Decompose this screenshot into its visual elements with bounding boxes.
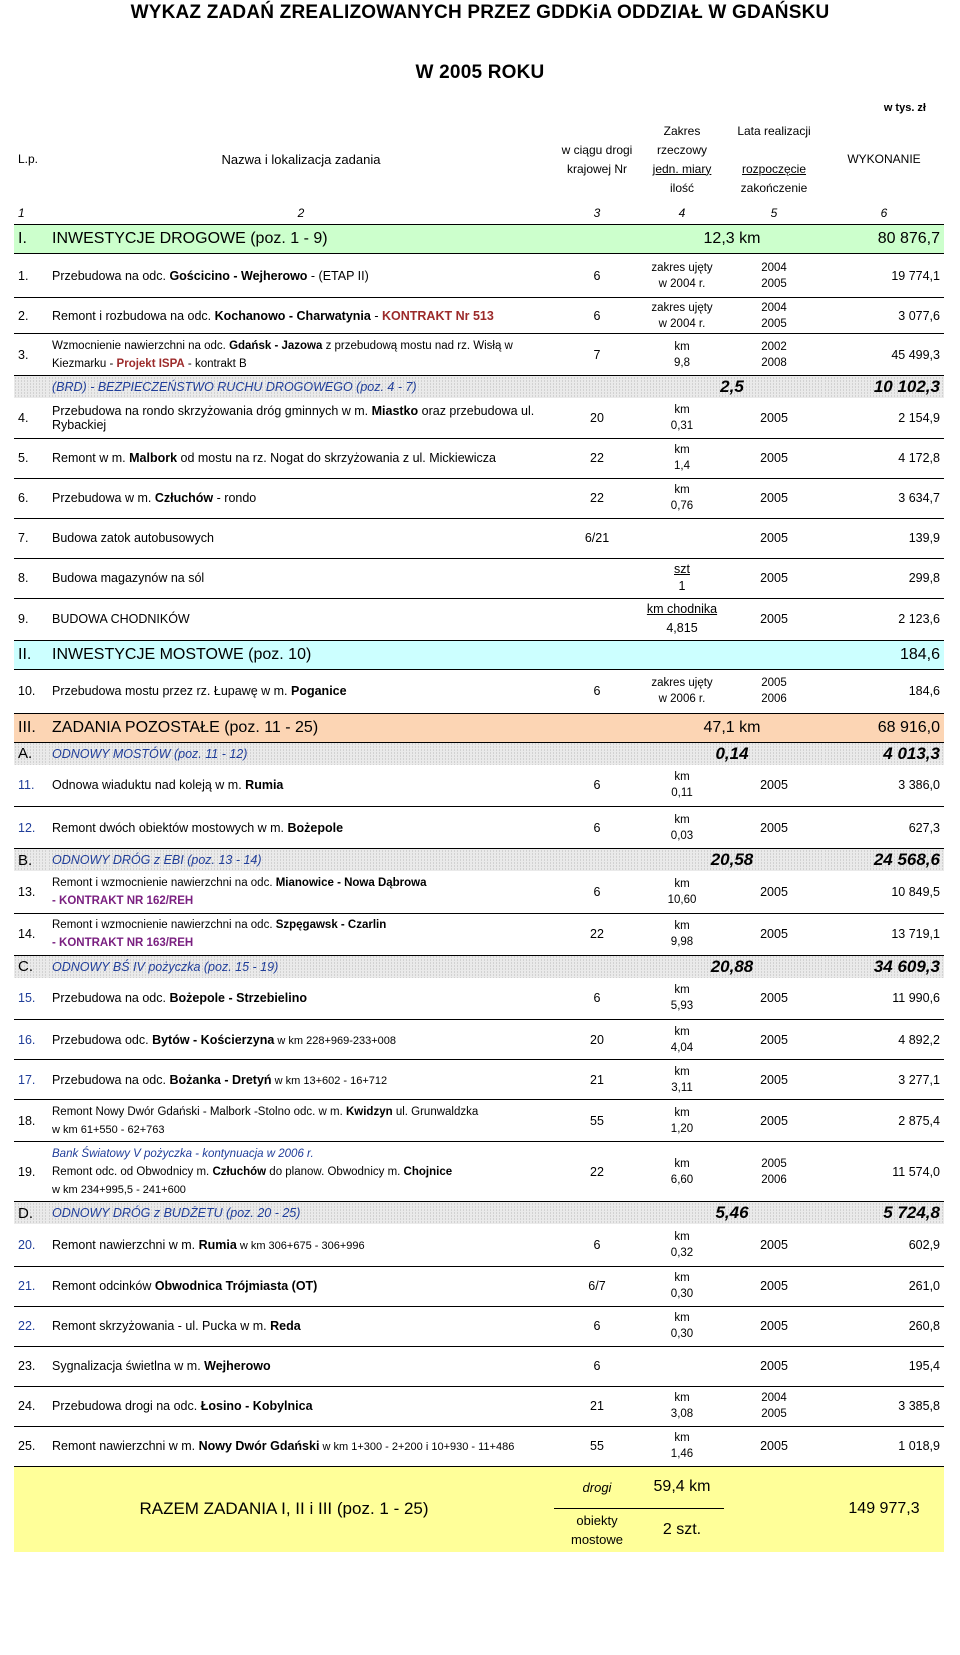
subsection-name: (BRD) - BEZPIECZEŃSTWO RUCHU DROGOWEGO (poz. 4 - 7): [48, 376, 640, 399]
table-row-5: [14, 438, 944, 478]
row-lp: 18.: [14, 1100, 48, 1142]
col-num-4: 4: [640, 202, 724, 225]
row-value: 139,9: [824, 518, 944, 558]
row-value: 19 774,1: [824, 254, 944, 298]
row-scope: zakres ujęty w 2006 r.: [640, 669, 724, 713]
row-years: 2004 2005: [724, 254, 824, 298]
row-name: Sygnalizacja świetlna w m. Wejherowo: [48, 1346, 554, 1386]
row-years: 2005: [724, 913, 824, 955]
row-value: 2 875,4: [824, 1100, 944, 1142]
table-row-19: [14, 1142, 944, 1202]
col-scope-header: [640, 117, 724, 202]
subsection-row-c: [14, 955, 944, 978]
section-scope: 47,1 km: [640, 713, 824, 742]
row-name: Przebudowa w m. Człuchów - rondo: [48, 478, 554, 518]
subsection-value: 4 013,3: [824, 742, 944, 765]
row-name: Remont w m. Malbork od mostu na rz. Nogat do skrzyżowania z ul. Mickiewicza: [48, 438, 554, 478]
col-scope-l2: rzeczowy: [656, 142, 707, 157]
row-scope: km 1,46: [640, 1426, 724, 1466]
col-exec-header: WYKONANIE: [847, 152, 921, 166]
row-years: 2005: [724, 558, 824, 598]
row-road: 22: [554, 438, 640, 478]
row-scope: km 0,32: [640, 1224, 724, 1266]
row-value: 195,4: [824, 1346, 944, 1386]
row-scope: zakres ujęty w 2004 r.: [640, 298, 724, 334]
row-years: 2005: [724, 518, 824, 558]
row-lp: 17.: [14, 1060, 48, 1100]
col-road-l2: krajowej Nr: [566, 161, 627, 176]
row-scope: km 3,11: [640, 1060, 724, 1100]
subsection-name: ODNOWY DRÓG z BUDŻETU (poz. 20 - 25): [48, 1202, 640, 1225]
subsection-scope: 20,58: [640, 849, 824, 872]
table-row-13: [14, 871, 944, 913]
section-row-i: [14, 225, 944, 254]
row-road: 6/21: [554, 518, 640, 558]
row-name: Przebudowa odc. Bytów - Kościerzyna w km 228+969-233+008: [48, 1020, 554, 1060]
row-value: 602,9: [824, 1224, 944, 1266]
table-row-3: [14, 334, 944, 376]
section-code: I.: [14, 225, 48, 254]
row-lp: 24.: [14, 1386, 48, 1426]
row-years: 2005: [724, 1100, 824, 1142]
row-road: 21: [554, 1386, 640, 1426]
tasks-table: [14, 117, 944, 1552]
row-years: 2005: [724, 978, 824, 1020]
row-scope: szt 1: [640, 558, 724, 598]
col-road-header: [554, 117, 640, 202]
row-value: 4 172,8: [824, 438, 944, 478]
section-value: 80 876,7: [824, 225, 944, 254]
subsection-name: ODNOWY BŚ IV pożyczka (poz. 15 - 19): [48, 955, 640, 978]
table-row-23: [14, 1346, 944, 1386]
section-value: 68 916,0: [824, 713, 944, 742]
col-scope-l4: ilość: [669, 180, 694, 195]
row-lp: 25.: [14, 1426, 48, 1466]
subsection-row-b: [14, 849, 944, 872]
row-scope: km 0,30: [640, 1306, 724, 1346]
col-num-3: 3: [554, 202, 640, 225]
row-lp: 16.: [14, 1020, 48, 1060]
row-name: Remont dwóch obiektów mostowych w m. Bożepole: [48, 807, 554, 849]
row-years: 2005: [724, 1224, 824, 1266]
row-years: 2005: [724, 1020, 824, 1060]
col-years-l1: Lata realizacji: [737, 123, 811, 138]
subsection-code: C.: [14, 955, 48, 978]
row-name: Przebudowa mostu przez rz. Łupawę w m. Poganice: [48, 669, 554, 713]
row-lp: 13.: [14, 871, 48, 913]
subsection-name: ODNOWY MOSTÓW (poz. 11 - 12): [48, 742, 640, 765]
row-value: 11 574,0: [824, 1142, 944, 1202]
row-road: 6: [554, 254, 640, 298]
row-road: 22: [554, 913, 640, 955]
table-row-21: [14, 1266, 944, 1306]
row-years: 2004 2005: [724, 1386, 824, 1426]
row-road: 6: [554, 807, 640, 849]
subsection-code: B.: [14, 849, 48, 872]
row-lp: 7.: [14, 518, 48, 558]
row-value: 10 849,5: [824, 871, 944, 913]
subsection-code: D.: [14, 1202, 48, 1225]
section-code: III.: [14, 713, 48, 742]
row-scope: km 5,93: [640, 978, 724, 1020]
row-lp: 21.: [14, 1266, 48, 1306]
row-name: BUDOWA CHODNIKÓW: [48, 598, 554, 640]
row-years: 2005: [724, 598, 824, 640]
row-years: 2005: [724, 438, 824, 478]
row-scope: km chodnika 4,815: [640, 598, 724, 640]
unit-label: w tys. zł: [883, 102, 926, 114]
page-subtitle: W 2005 ROKU: [415, 62, 545, 83]
row-scope: km 0,76: [640, 478, 724, 518]
total-bridges-key: obiekty mostowe: [554, 1508, 640, 1552]
row-lp: 10.: [14, 669, 48, 713]
row-name: Budowa zatok autobusowych: [48, 518, 554, 558]
row-value: 299,8: [824, 558, 944, 598]
subsection-scope: 0,14: [640, 742, 824, 765]
table-row-20: [14, 1224, 944, 1266]
table-row-17: [14, 1060, 944, 1100]
row-name: Budowa magazynów na sól: [48, 558, 554, 598]
total-roads-key: drogi: [554, 1466, 640, 1508]
row-scope: km 0,03: [640, 807, 724, 849]
row-scope: km 6,60: [640, 1142, 724, 1202]
subsection-scope: 5,46: [640, 1202, 824, 1225]
row-value: 261,0: [824, 1266, 944, 1306]
row-years: 2005: [724, 398, 824, 438]
total-bridges-value: 2 szt.: [640, 1508, 724, 1552]
row-value: 3 386,0: [824, 765, 944, 807]
row-years: 2005: [724, 1060, 824, 1100]
row-value: 2 154,9: [824, 398, 944, 438]
row-lp: 5.: [14, 438, 48, 478]
row-years: 2005 2006: [724, 1142, 824, 1202]
row-name: Wzmocnienie nawierzchni na odc. Gdańsk - Jazowa z przebudową mostu nad rz. Wisłą w Kiezmarku - Projekt ISPA - kontrakt B: [48, 334, 554, 376]
section-name: INWESTYCJE DROGOWE (poz. 1 - 9): [48, 225, 640, 254]
row-name: Przebudowa na odc. Bożepole - Strzebielino: [48, 978, 554, 1020]
table-row-25: [14, 1426, 944, 1466]
subsection-code: A.: [14, 742, 48, 765]
row-years: 2005: [724, 1306, 824, 1346]
row-road: 6/7: [554, 1266, 640, 1306]
col-name-header: Nazwa i lokalizacja zadania: [221, 152, 381, 167]
row-years: 2005: [724, 1426, 824, 1466]
row-name: Remont nawierzchni w m. Rumia w km 306+675 - 306+996: [48, 1224, 554, 1266]
col-years-l3: zakończenie: [740, 180, 808, 195]
row-scope: zakres ujęty w 2004 r.: [640, 254, 724, 298]
subsection-value: 5 724,8: [824, 1202, 944, 1225]
row-name: Remont Nowy Dwór Gdański - Malbork -Stolno odc. w m. Kwidzyn ul. Grunwaldzka w km 61+550 - 62+763: [48, 1100, 554, 1142]
col-num-1: 1: [14, 202, 48, 225]
row-road: 6: [554, 978, 640, 1020]
row-lp: 20.: [14, 1224, 48, 1266]
row-road: 55: [554, 1100, 640, 1142]
row-years: 2005: [724, 871, 824, 913]
subsection-row-a: [14, 742, 944, 765]
row-lp: 3.: [14, 334, 48, 376]
row-value: 2 123,6: [824, 598, 944, 640]
row-name: Odnowa wiaduktu nad koleją w m. Rumia: [48, 765, 554, 807]
col-years-l2: rozpoczęcie: [741, 161, 807, 176]
row-name: Remont i wzmocnienie nawierzchni na odc. Szpęgawsk - Czarlin - KONTRAKT NR 163/REH: [48, 913, 554, 955]
subsection-value: 24 568,6: [824, 849, 944, 872]
col-road-l1: w ciągu drogi: [561, 142, 633, 157]
subsection-scope: 20,88: [640, 955, 824, 978]
row-scope: km 3,08: [640, 1386, 724, 1426]
row-value: 3 634,7: [824, 478, 944, 518]
table-row-16: [14, 1020, 944, 1060]
section-row-iii: [14, 713, 944, 742]
row-scope: km 9,8: [640, 334, 724, 376]
row-scope: km 9,98: [640, 913, 724, 955]
row-value: 1 018,9: [824, 1426, 944, 1466]
row-scope: km 0,30: [640, 1266, 724, 1306]
row-name: Przebudowa na rondo skrzyżowania dróg gminnych w m. Miastko oraz przebudowa ul. Rybackiej: [48, 398, 554, 438]
row-years: 2005: [724, 807, 824, 849]
row-road: 22: [554, 1142, 640, 1202]
table-row-8: [14, 558, 944, 598]
row-value: 260,8: [824, 1306, 944, 1346]
row-value: 4 892,2: [824, 1020, 944, 1060]
subsection-value: 10 102,3: [824, 376, 944, 399]
col-scope-l1: Zakres: [663, 123, 701, 138]
section-row-ii: [14, 640, 944, 669]
section-value: 184,6: [824, 640, 944, 669]
row-road: 55: [554, 1426, 640, 1466]
row-road: 6: [554, 1346, 640, 1386]
row-road: 6: [554, 298, 640, 334]
table-row-2: [14, 298, 944, 334]
row-road: 22: [554, 478, 640, 518]
table-row-7: [14, 518, 944, 558]
table-row-14: [14, 913, 944, 955]
total-roads-value: 59,4 km: [640, 1466, 724, 1508]
row-name: Remont i wzmocnienie nawierzchni na odc. Mianowice - Nowa Dąbrowa - KONTRAKT NR 162/REH: [48, 871, 554, 913]
row-lp: 12.: [14, 807, 48, 849]
table-row-4: [14, 398, 944, 438]
row-lp: 19.: [14, 1142, 48, 1202]
row-road: 7: [554, 334, 640, 376]
table-row-11: [14, 765, 944, 807]
row-lp: 22.: [14, 1306, 48, 1346]
row-name: Przebudowa na odc. Bożanka - Dretyń w km 13+602 - 16+712: [48, 1060, 554, 1100]
row-value: 184,6: [824, 669, 944, 713]
total-row: [14, 1466, 944, 1508]
table-row-1: [14, 254, 944, 298]
row-lp: 23.: [14, 1346, 48, 1386]
row-scope: km 4,04: [640, 1020, 724, 1060]
row-value: 3 385,8: [824, 1386, 944, 1426]
section-code: II.: [14, 640, 48, 669]
row-lp: 11.: [14, 765, 48, 807]
row-road: 6: [554, 1224, 640, 1266]
row-years: 2004 2005: [724, 298, 824, 334]
row-road: 20: [554, 398, 640, 438]
subsection-row-d: [14, 1202, 944, 1225]
page-title: WYKAZ ZADAŃ ZREALIZOWANYCH PRZEZ GDDKiA ODDZIAŁ W GDAŃSKU: [130, 2, 830, 23]
col-num-2: 2: [48, 202, 554, 225]
row-road: 6: [554, 669, 640, 713]
subsection-name: ODNOWY DRÓG z EBI (poz. 13 - 14): [48, 849, 640, 872]
total-value: 149 977,3: [824, 1466, 944, 1552]
row-years: 2002 2008: [724, 334, 824, 376]
table-row-15: [14, 978, 944, 1020]
col-num-6: 6: [824, 202, 944, 225]
row-name: Remont i rozbudowa na odc. Kochanowo - Charwatynia - KONTRAKT Nr 513: [48, 298, 554, 334]
row-name: Przebudowa drogi na odc. Łosino - Kobylnica: [48, 1386, 554, 1426]
row-scope: km 1,20: [640, 1100, 724, 1142]
row-value: 45 499,3: [824, 334, 944, 376]
subsection-row-brd: [14, 376, 944, 399]
row-lp: 15.: [14, 978, 48, 1020]
row-road: 6: [554, 871, 640, 913]
row-lp: 9.: [14, 598, 48, 640]
col-num-5: 5: [724, 202, 824, 225]
row-name: Remont skrzyżowania - ul. Pucka w m. Reda: [48, 1306, 554, 1346]
col-years-header: [724, 117, 824, 202]
subsection-scope: 2,5: [640, 376, 824, 399]
row-name: Bank Światowy V pożyczka - kontynuacja w 2006 r. Remont odc. od Obwodnicy m. Człuchów do planow. Obwodnicy m. Chojnice w km 234+995,5 - 241+600: [48, 1142, 554, 1202]
section-scope: 12,3 km: [640, 225, 824, 254]
row-name: Przebudowa na odc. Gościcino - Wejherowo - (ETAP II): [48, 254, 554, 298]
subsection-value: 34 609,3: [824, 955, 944, 978]
row-road: 21: [554, 1060, 640, 1100]
row-lp: 1.: [14, 254, 48, 298]
table-row-6: [14, 478, 944, 518]
row-scope: km 1,4: [640, 438, 724, 478]
header-row: [14, 117, 944, 202]
table-row-22: [14, 1306, 944, 1346]
row-name: Remont odcinków Obwodnica Trójmiasta (OT): [48, 1266, 554, 1306]
row-road: 20: [554, 1020, 640, 1060]
table-row-24: [14, 1386, 944, 1426]
column-numbers-row: [14, 202, 944, 225]
table-row-9: [14, 598, 944, 640]
row-name: Remont nawierzchni w m. Nowy Dwór Gdański w km 1+300 - 2+200 i 10+930 - 11+486: [48, 1426, 554, 1466]
col-lp-header: L.p.: [18, 152, 39, 166]
row-value: 11 990,6: [824, 978, 944, 1020]
row-lp: 6.: [14, 478, 48, 518]
row-value: 13 719,1: [824, 913, 944, 955]
row-years: 2005: [724, 765, 824, 807]
row-years: 2005 2006: [724, 669, 824, 713]
row-lp: 4.: [14, 398, 48, 438]
row-years: 2005: [724, 1346, 824, 1386]
row-years: 2005: [724, 1266, 824, 1306]
row-lp: 8.: [14, 558, 48, 598]
row-scope: km 0,31: [640, 398, 724, 438]
section-name: INWESTYCJE MOSTOWE (poz. 10): [48, 640, 824, 669]
row-scope: km 0,11: [640, 765, 724, 807]
row-value: 627,3: [824, 807, 944, 849]
table-row-10: [14, 669, 944, 713]
row-lp: 14.: [14, 913, 48, 955]
total-label: RAZEM ZADANIA I, II i III (poz. 1 - 25): [14, 1466, 554, 1552]
row-value: 3 277,1: [824, 1060, 944, 1100]
row-road: 6: [554, 1306, 640, 1346]
col-scope-l3: jedn. miary: [652, 161, 712, 176]
row-years: 2005: [724, 478, 824, 518]
table-row-12: [14, 807, 944, 849]
row-value: 3 077,6: [824, 298, 944, 334]
row-scope: km 10,60: [640, 871, 724, 913]
row-road: 6: [554, 765, 640, 807]
row-lp: 2.: [14, 298, 48, 334]
table-row-18: [14, 1100, 944, 1142]
section-name: ZADANIA POZOSTAŁE (poz. 11 - 25): [48, 713, 640, 742]
